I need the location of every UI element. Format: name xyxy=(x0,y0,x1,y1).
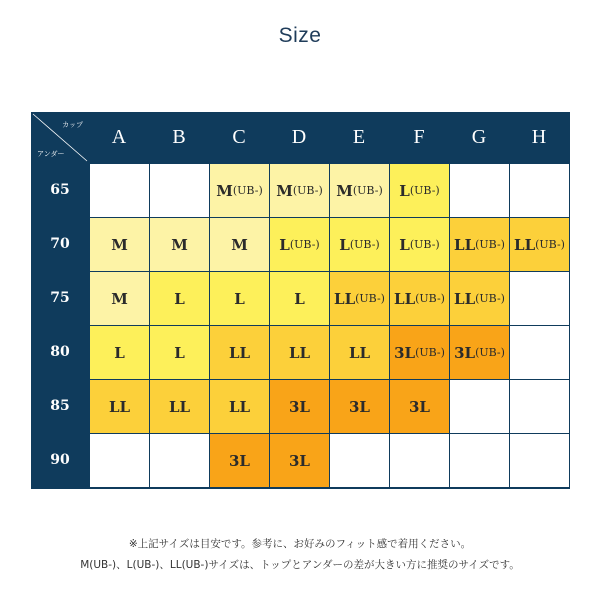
size-cell: 3L xyxy=(270,434,329,487)
size-cell: LL xyxy=(210,326,269,379)
size-suffix: (UB-) xyxy=(289,238,320,251)
row-header-65: 65 xyxy=(50,182,70,198)
size-cell: 3L (UB-) xyxy=(450,326,509,379)
size-cell: 3L xyxy=(330,380,389,433)
size-cell: L xyxy=(270,272,329,325)
size-suffix: (UB-) xyxy=(292,184,323,197)
size-cell: L (UB-) xyxy=(330,218,389,271)
row-header-85: 85 xyxy=(50,398,70,414)
size-cell: M xyxy=(150,218,209,271)
size-cell xyxy=(450,380,509,433)
size-suffix: (UB-) xyxy=(475,238,505,251)
size-cell xyxy=(510,164,569,217)
page-title: Size xyxy=(278,24,322,47)
size-suffix: (UB-) xyxy=(409,238,440,251)
size-cell: LL xyxy=(150,380,209,433)
size-cell xyxy=(150,434,209,487)
size-cell: 3L xyxy=(210,434,269,487)
size-cell xyxy=(510,272,569,325)
size-suffix: (UB-) xyxy=(475,346,505,359)
column-header-a: A xyxy=(111,126,127,148)
size-cell: L (UB-) xyxy=(270,218,329,271)
underbust-header-label: アンダー xyxy=(37,150,65,158)
cup-header-label: カップ xyxy=(62,121,83,129)
size-suffix: (UB-) xyxy=(349,238,380,251)
column-header-e: E xyxy=(352,126,366,148)
size-cell: LL (UB-) xyxy=(450,272,509,325)
size-cell: 3L (UB-) xyxy=(390,326,449,379)
size-cell: LL (UB-) xyxy=(450,218,509,271)
row-header-70: 70 xyxy=(50,236,70,252)
row-header-90: 90 xyxy=(50,452,70,468)
size-suffix: (UB-) xyxy=(475,292,505,305)
size-suffix: (UB-) xyxy=(232,184,263,197)
column-header-h: H xyxy=(531,126,547,148)
size-cell: M (UB-) xyxy=(330,164,389,217)
size-cell: 3L xyxy=(390,380,449,433)
column-header-b: B xyxy=(172,126,186,148)
size-cell: L xyxy=(210,272,269,325)
size-cell: L (UB-) xyxy=(390,164,449,217)
size-cell: M (UB-) xyxy=(210,164,269,217)
size-suffix: (UB-) xyxy=(355,292,385,305)
size-cell: L xyxy=(90,326,149,379)
size-cell xyxy=(330,434,389,487)
size-cell xyxy=(150,164,209,217)
table-corner-header xyxy=(31,112,89,163)
size-cell: M (UB-) xyxy=(270,164,329,217)
size-cell: LL (UB-) xyxy=(510,218,569,271)
size-cell xyxy=(90,434,149,487)
size-chart-table xyxy=(31,112,570,489)
size-cell: L xyxy=(150,272,209,325)
size-cell xyxy=(510,326,569,379)
size-cell xyxy=(390,434,449,487)
size-suffix: (UB-) xyxy=(535,238,565,251)
size-suffix: (UB-) xyxy=(409,184,440,197)
size-cell: M xyxy=(90,218,149,271)
row-header-75: 75 xyxy=(50,290,70,306)
column-header-g: G xyxy=(471,126,487,148)
size-cell: 3L xyxy=(270,380,329,433)
size-cell: LL xyxy=(330,326,389,379)
size-suffix: (UB-) xyxy=(415,346,445,359)
size-suffix: (UB-) xyxy=(352,184,383,197)
note-ub-sizes: M(UB-)、L(UB-)、LL(UB-)サイズは、トップとアンダーの差が大きい方に推奨のサイズです。 xyxy=(80,559,520,571)
column-header-c: C xyxy=(232,126,246,148)
size-cell: L xyxy=(150,326,209,379)
size-cell: LL (UB-) xyxy=(330,272,389,325)
size-cell xyxy=(90,164,149,217)
size-cell: LL xyxy=(210,380,269,433)
size-cell: M xyxy=(90,272,149,325)
size-cell: LL xyxy=(270,326,329,379)
size-cell xyxy=(450,434,509,487)
size-cell: LL (UB-) xyxy=(390,272,449,325)
size-cell xyxy=(510,380,569,433)
note-guideline: ※上記サイズは目安です。参考に、お好みのフィット感で着用ください。 xyxy=(128,538,472,550)
size-cell xyxy=(510,434,569,487)
size-suffix: (UB-) xyxy=(415,292,445,305)
size-cell: L (UB-) xyxy=(390,218,449,271)
column-header-f: F xyxy=(413,126,425,148)
row-header-80: 80 xyxy=(50,344,70,360)
size-cell: M xyxy=(210,218,269,271)
size-cell: LL xyxy=(90,380,149,433)
column-header-d: D xyxy=(291,126,307,148)
size-cell xyxy=(450,164,509,217)
